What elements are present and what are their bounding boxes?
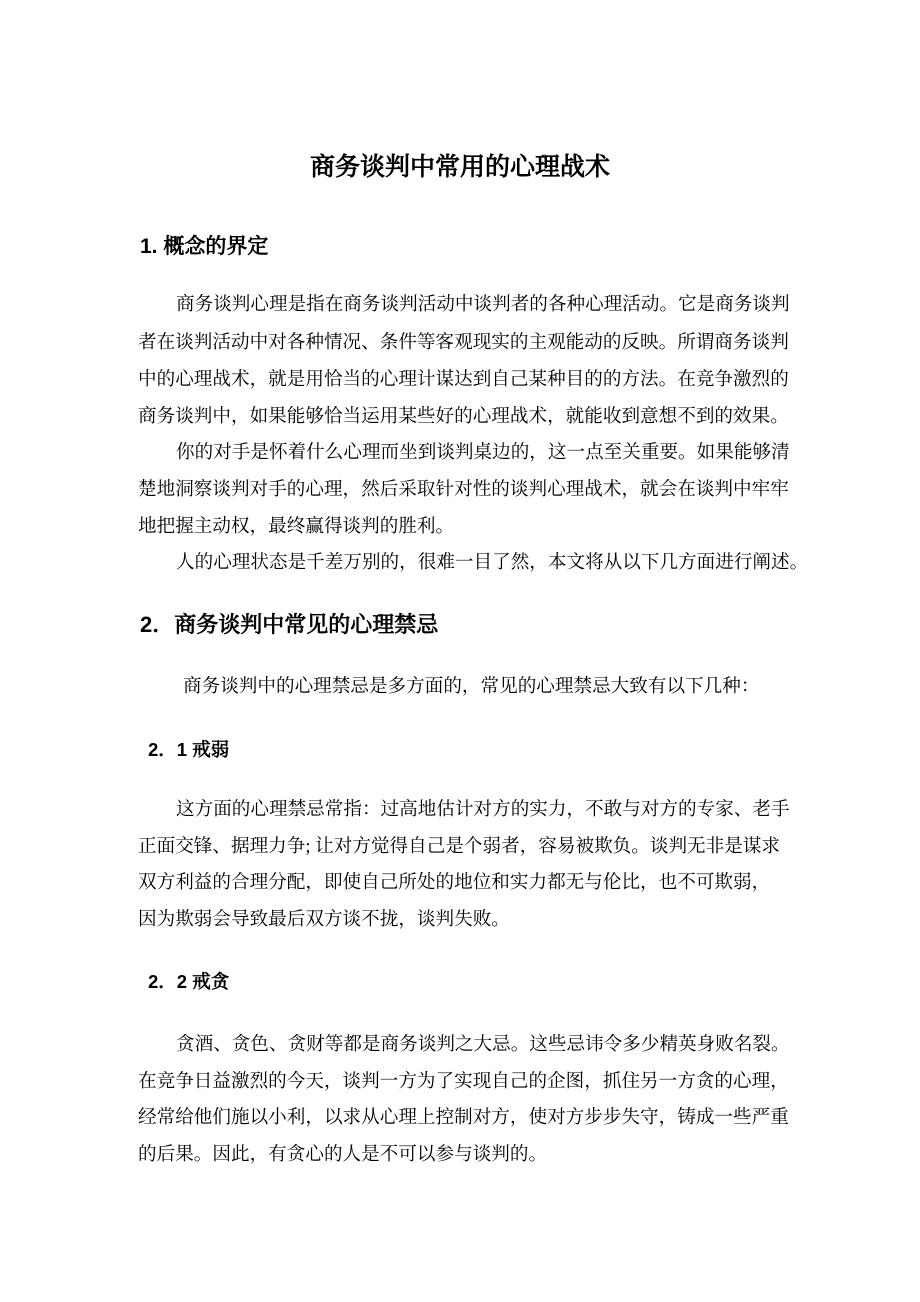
- section-2-heading: 2．商务谈判中常见的心理禁忌: [140, 612, 439, 637]
- text-line: 因为欺弱会导致最后双方谈不拢，谈判失败。: [138, 909, 510, 930]
- text-line: 人的心理状态是千差万别的，很难一目了然，本文将从以下几方面进行阐述。: [176, 552, 809, 573]
- text-line: 中的心理战术，就是用恰当的心理计谋达到自己某种目的的方法。在竞争激烈的: [138, 369, 789, 390]
- text-line: 你的对手是怀着什么心理而坐到谈判桌边的，这一点至关重要。如果能够清: [176, 442, 790, 463]
- subsection-2-2-heading: 2．2 戒贪: [148, 971, 230, 992]
- text-line: 者在谈判活动中对各种情况、条件等客观现实的主观能动的反映。所谓商务谈判: [138, 332, 789, 353]
- subsection-2-1-heading: 2．1 戒弱: [148, 739, 230, 760]
- text-line: 地把握主动权，最终赢得谈判的胜利。: [138, 516, 455, 537]
- text-line: 双方利益的合理分配，即使自己所处的地位和实力都无与伦比，也不可欺弱，: [138, 872, 771, 893]
- document-title: 商务谈判中常用的心理战术: [309, 153, 610, 181]
- text-line: 商务谈判中，如果能够恰当运用某些好的心理战术，就能收到意想不到的效果。: [138, 406, 789, 427]
- text-line: 经常给他们施以小利，以求从心理上控制对方，使对方步步失守，铸成一些严重: [138, 1107, 789, 1128]
- text-line: 贪酒、贪色、贪财等都是商务谈判之大忌。这些忌讳令多少精英身败名裂。: [176, 1034, 790, 1055]
- section-1-heading: 1. 概念的界定: [140, 235, 269, 258]
- text-line: 在竞争日益激烈的今天，谈判一方为了实现自己的企图，抓住另一方贪的心理，: [138, 1071, 789, 1092]
- text-line: 商务谈判心理是指在商务谈判活动中谈判者的各种心理活动。它是商务谈判: [176, 294, 790, 315]
- text-line: 楚地洞察谈判对手的心理，然后采取针对性的谈判心理战术，就会在谈判中牢牢: [138, 479, 789, 500]
- text-line: 这方面的心理禁忌常指：过高地估计对方的实力，不敢与对方的专家、老手: [176, 799, 790, 820]
- text-line: 正面交锋、据理力争; 让对方觉得自己是个弱者，容易被欺负。谈判无非是谋求: [138, 836, 781, 857]
- section-2-intro: 商务谈判中的心理禁忌是多方面的，常见的心理禁忌大致有以下几种：: [183, 676, 760, 697]
- text-line: 的后果。因此，有贪心的人是不可以参与谈判的。: [138, 1144, 548, 1165]
